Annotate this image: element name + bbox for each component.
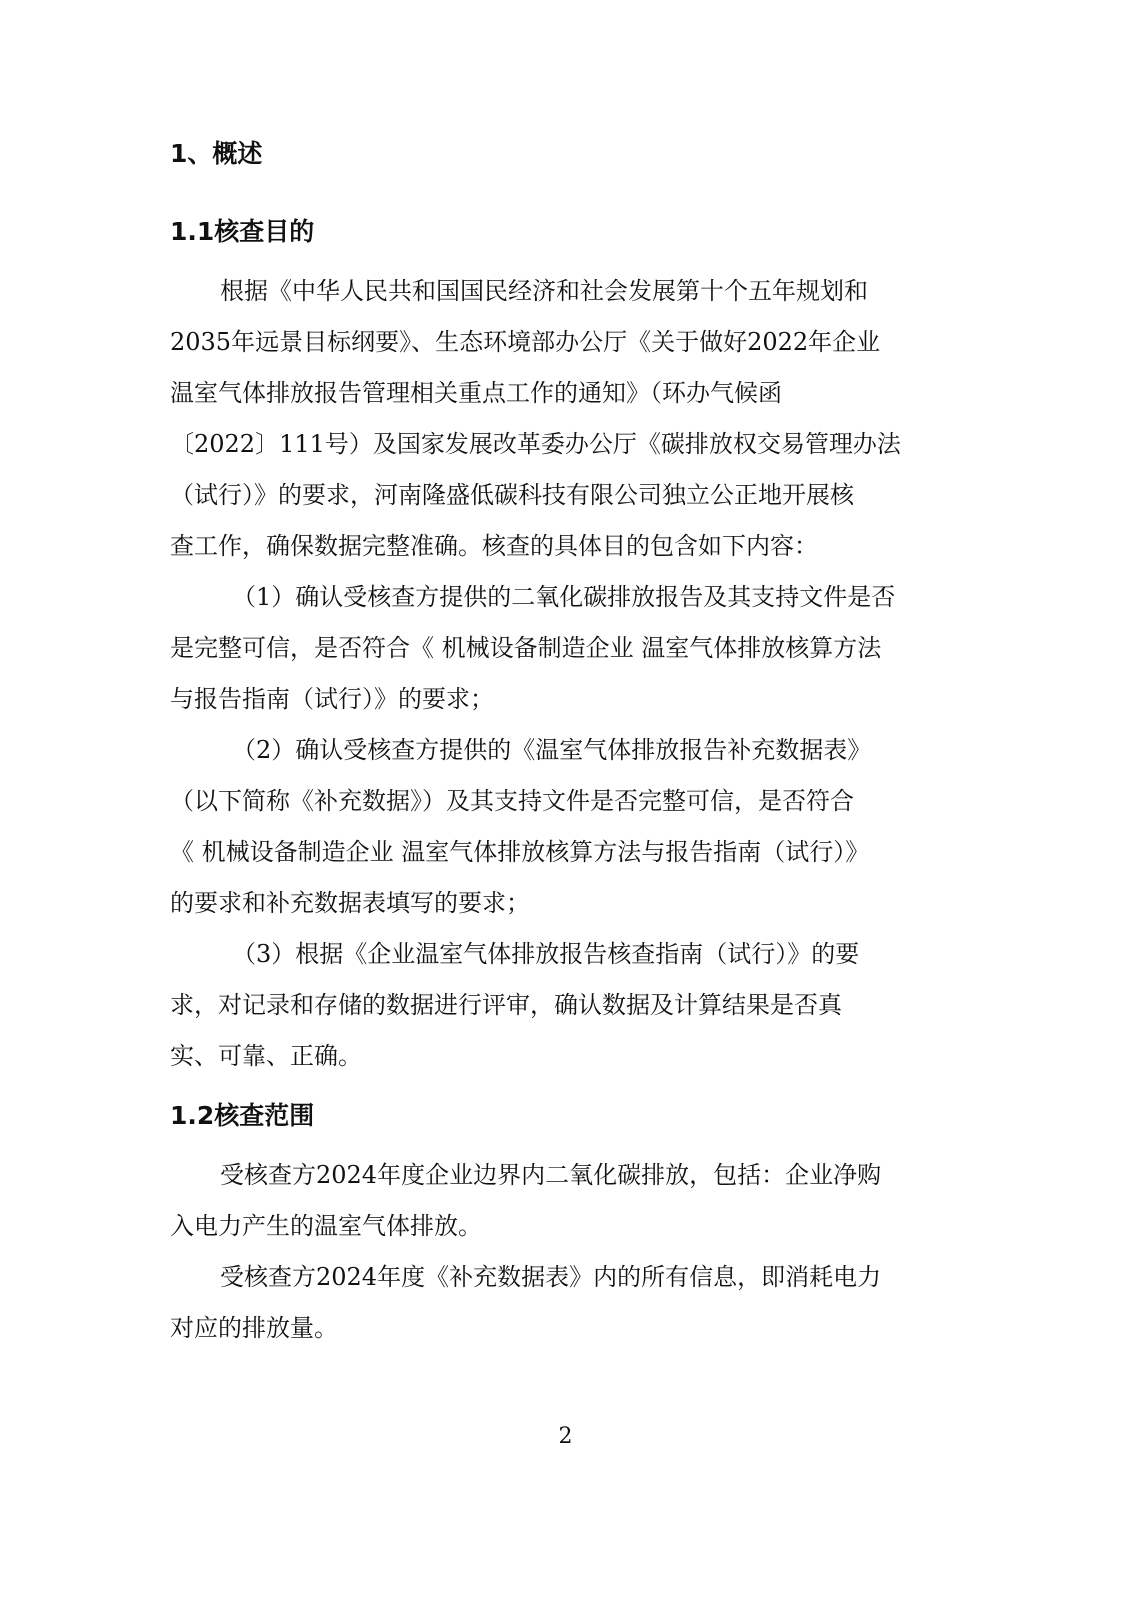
paragraph-line: 对应的排放量。 <box>170 1314 338 1342</box>
paragraph-line: （3）根据《企业温室气体排放报告核查指南（试行）》的要 <box>232 940 860 968</box>
paragraph-line: （试行）》的要求，河南隆盛低碳科技有限公司独立公正地开展核 <box>170 481 854 509</box>
paragraph-line: 2035年远景目标纲要》、生态环境部办公厅《关于做好2022年企业 <box>170 328 881 356</box>
paragraph-line: 与报告指南（试行）》的要求； <box>170 685 494 713</box>
paragraph-line: 根据《中华人民共和国国民经济和社会发展第十个五年规划和 <box>220 277 868 305</box>
paragraph-line: 的要求和补充数据表填写的要求； <box>170 889 530 917</box>
page-content <box>170 128 960 1354</box>
paragraph-line: 求，对记录和存储的数据进行评审，确认数据及计算结果是否真 <box>170 991 842 1019</box>
paragraph-line: 《 机械设备制造企业 温室气体排放核算方法与报告指南（试行）》 <box>170 838 870 866</box>
scope-paragraph-2 <box>170 1252 960 1354</box>
section-heading-overview: 1、概述 <box>170 139 263 168</box>
paragraph-line: 入电力产生的温室气体排放。 <box>170 1212 482 1240</box>
paragraph-line: （1）确认受核查方提供的二氧化碳排放报告及其支持文件是否 <box>232 583 896 611</box>
paragraph-line: 温室气体排放报告管理相关重点工作的通知》（环办气候函 <box>170 379 782 407</box>
paragraph-line: 实、可靠、正确。 <box>170 1042 362 1070</box>
paragraph-line: 受核查方2024年度《补充数据表》内的所有信息，即消耗电力 <box>220 1263 882 1291</box>
paragraph-line: （以下简称《补充数据》）及其支持文件是否完整可信，是否符合 <box>170 787 854 815</box>
subsection-heading-scope: 1.2核查范围 <box>170 1101 315 1130</box>
section-spacer <box>170 1082 960 1090</box>
paragraph-line: 是完整可信，是否符合《 机械设备制造企业 温室气体排放核算方法 <box>170 634 882 662</box>
paragraph-line: 查工作，确保数据完整准确。核查的具体目的包含如下内容： <box>170 532 818 560</box>
paragraph-line: 受核查方2024年度企业边界内二氧化碳排放，包括：企业净购 <box>220 1161 882 1189</box>
scope-paragraph-1 <box>170 1150 960 1252</box>
purpose-item-1 <box>170 572 960 725</box>
purpose-item-2 <box>170 725 960 929</box>
page-number: 2 <box>558 1424 573 1449</box>
purpose-item-3 <box>170 929 960 1082</box>
purpose-intro-paragraph <box>170 266 960 572</box>
paragraph-line: 〔2022〕111号）及国家发展改革委办公厅《碳排放权交易管理办法 <box>170 430 901 458</box>
subsection-heading-purpose: 1.1核查目的 <box>170 217 315 246</box>
paragraph-line: （2）确认受核查方提供的《温室气体排放报告补充数据表》 <box>232 736 872 764</box>
